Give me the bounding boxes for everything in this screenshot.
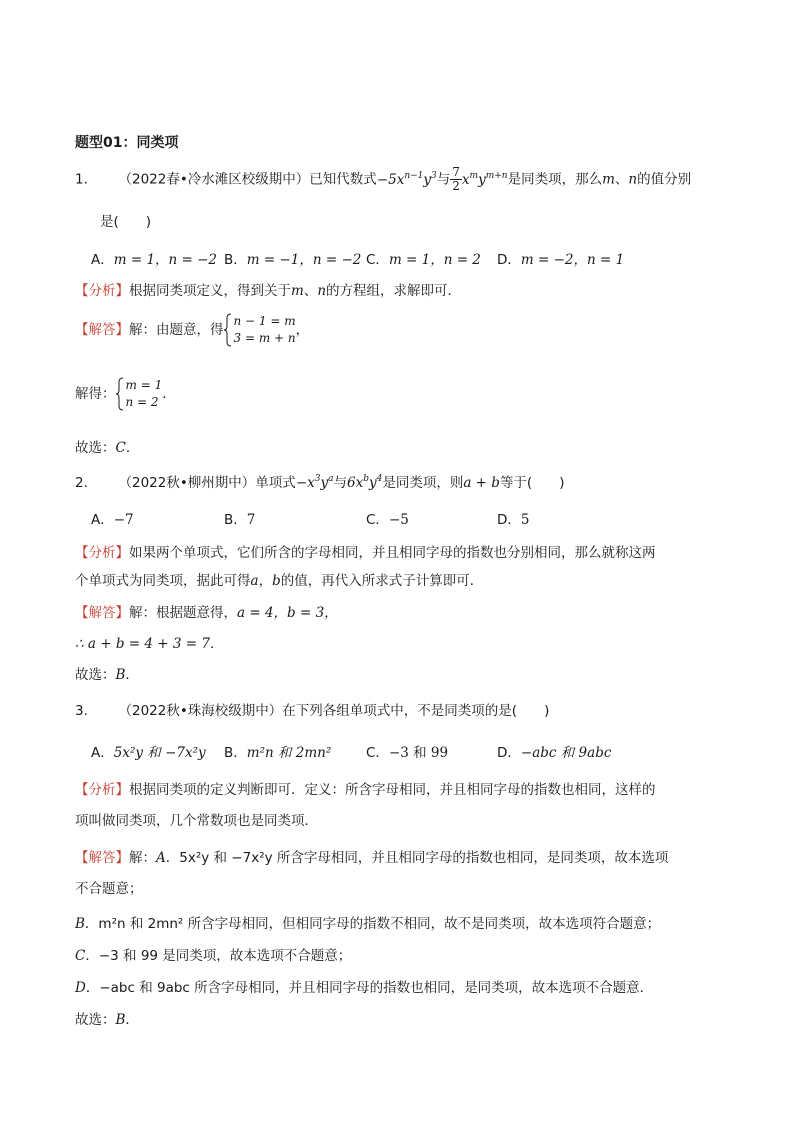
equation-system: n − 1 = m 3 = m + n	[224, 313, 296, 347]
question-3-answer-d: D．−abc 和 9abc 所含字母相同，并且相同字母的指数也相同，是同类项，故本选项不合题意．	[75, 980, 654, 996]
question-1-choice: 故选：C．	[75, 440, 140, 456]
text: 与	[436, 171, 451, 188]
option-d: D．m = −2，n = 1	[497, 252, 625, 268]
analysis-tag: 【分析】	[75, 283, 129, 299]
option-d: D．5	[497, 512, 530, 528]
option-c: C．−5	[366, 512, 409, 528]
answer-tag: 【解答】	[75, 850, 129, 866]
question-2-analysis-line2: 个单项式为同类项，据此可得a，b的值，再代入所求式子计算即可．	[75, 573, 484, 589]
fraction: $\frac{7}{2}$	[452, 165, 460, 193]
option-a: A．m = 1，n = −2	[91, 252, 218, 268]
analysis-tag: 【分析】	[75, 545, 129, 561]
option-a: A．5x²y 和 −7x²y	[91, 745, 206, 761]
answer-tag: 【解答】	[75, 605, 129, 621]
math-var: n	[628, 171, 638, 188]
option-b: B．m²n 和 2mn²	[224, 745, 332, 761]
answer-tag: 【解答】	[75, 322, 129, 338]
option-b: B．m = −1，n = −2	[224, 252, 362, 268]
question-3-choice: 故选：B．	[75, 1012, 139, 1028]
question-number: 1.	[75, 171, 88, 188]
question-1-answer: 【解答】解：由题意，得 n − 1 = m 3 = m + n ，	[75, 314, 310, 345]
question-3-answer-line2: 不合题意；	[75, 881, 143, 897]
question-2-analysis-line1: 【分析】如果两个单项式，它们所含的字母相同，并且相同字母的指数也分别相同，那么就称这两	[75, 545, 656, 561]
question-1-analysis: 【分析】根据同类项定义，得到关于m、n的方程组，求解即可．	[75, 283, 462, 299]
analysis-tag: 【分析】	[75, 782, 129, 798]
equation-system: m = 1 n = 2	[116, 377, 163, 411]
option-a: A．−7	[91, 512, 134, 528]
text: 是同类项，那么	[507, 171, 603, 188]
option-c: C．m = 1，n = 2	[366, 252, 481, 268]
option-c: C．−3 和 99	[366, 745, 449, 761]
question-1-solve: 解得： m = 1 n = 2 ．	[75, 378, 176, 409]
question-3-answer-c: C．−3 和 99 是同类项，故本选项不合题意；	[75, 948, 352, 964]
question-3-analysis-line1: 【分析】根据同类项的定义判断即可．定义：所含字母相同，并且相同字母的指数也相同，这样的	[75, 782, 656, 798]
option-d: D．−abc 和 9abc	[497, 745, 612, 761]
question-number: 3.	[75, 703, 88, 719]
brace-icon	[224, 313, 232, 347]
question-3-analysis-line2: 项叫做同类项，几个常数项也是同类项．	[75, 813, 318, 829]
math-var: m	[602, 171, 615, 188]
math-expr: $x^my^{m+n}$	[461, 170, 508, 188]
question-3-stem: 3. （2022秋•珠海校级期中）在下列各组单项式中，不是同类项的是( )	[75, 703, 550, 719]
question-3-answer-line1: 【解答】解：A．5x²y 和 −7x²y 所含字母相同，并且相同字母的指数也相同，是同类项，故本选项	[75, 850, 669, 866]
question-number: 2.	[75, 475, 88, 491]
brace-icon	[116, 377, 124, 411]
math-expr: $-5x^{n-1}y^3$	[376, 170, 437, 188]
section-title: 题型01：同类项	[75, 135, 179, 151]
question-2-stem: 2. （2022秋•柳州期中）单项式$-x^3y^a$与$6x^by^4$是同类项，则a + b等于( )	[75, 474, 565, 491]
question-source: （2022春•冷水滩区校级期中）已知代数式	[118, 171, 377, 188]
option-b: B．7	[224, 512, 256, 528]
question-1-stem: 1. （2022春•冷水滩区校级期中）已知代数式$-5x^{n-1}y^3$与 $\frac{7}{2}$ $x^my^{m+n}$是同类项，那么m、n的值分别	[75, 165, 692, 193]
question-3-answer-b: B．m²n 和 2mn² 所含字母相同，但相同字母的指数不相同，故不是同类项，故本选项符合题意；	[75, 916, 661, 932]
question-2-choice: 故选：B．	[75, 667, 139, 683]
question-2-answer: 【解答】解：根据题意得，a = 4，b = 3，	[75, 605, 338, 621]
question-1-stem-line2: 是( )	[100, 214, 152, 230]
question-2-calc: ∴ a + b = 4 + 3 = 7．	[75, 636, 224, 652]
